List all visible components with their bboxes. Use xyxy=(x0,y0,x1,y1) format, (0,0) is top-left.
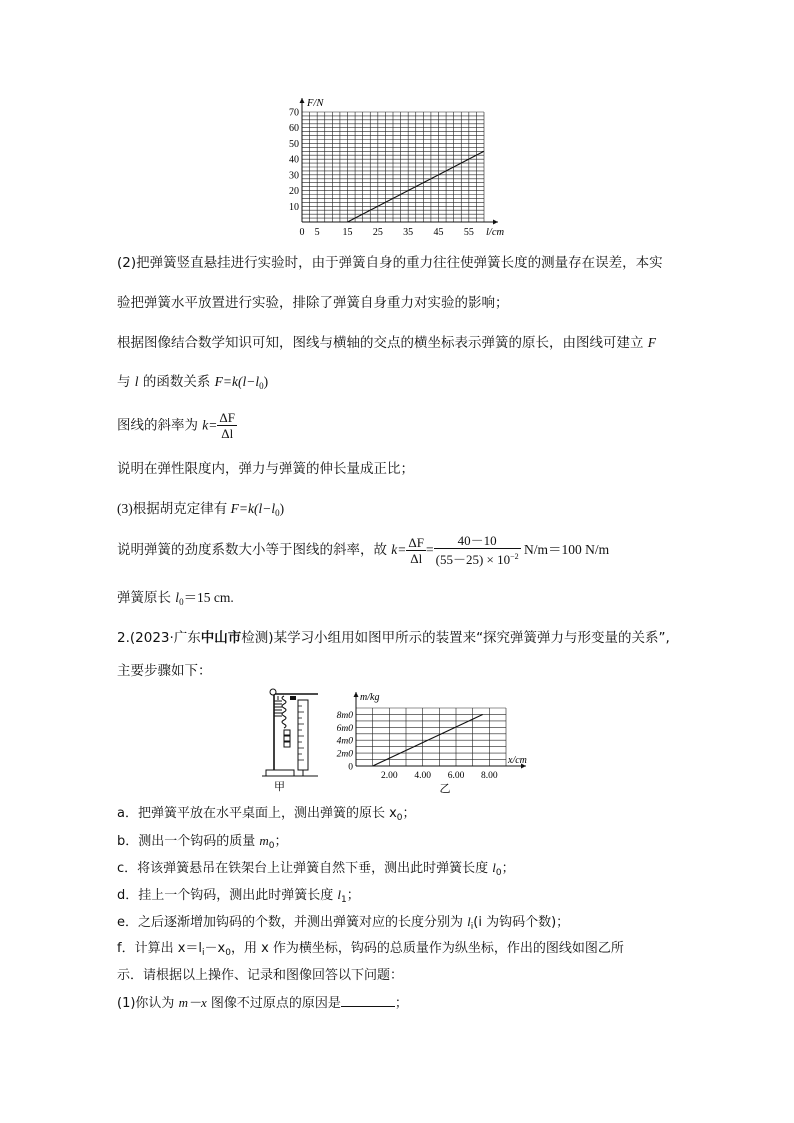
x-tick-label: 35 xyxy=(403,227,414,238)
figure-jia-caption: 甲 xyxy=(274,781,285,792)
para2-line1: (2)把弹簧竖直悬挂进行实验时，由于弹簧自身的重力往往使弹簧长度的测量存在误差，本实 xyxy=(117,255,663,271)
chart-mass-extension xyxy=(332,686,532,796)
y-axis-arrow xyxy=(300,98,305,103)
y-tick-label: 10 xyxy=(289,201,299,213)
chart-force-length xyxy=(280,92,520,242)
question2-line1: 2.(2023·广东中山市检测)某学习小组用如图甲所示的装置来“探究弹簧弹力与形变量的关系”, xyxy=(117,630,670,646)
y-tick-label: 30 xyxy=(289,170,299,182)
step-d: d．挂上一个钩码，测出此时弹簧长度 $l_1$； xyxy=(117,887,360,905)
x-axis-label: l/cm xyxy=(486,227,505,238)
x-tick-label: 0 xyxy=(299,227,305,238)
y-tick-label: 70 xyxy=(289,107,299,119)
x-tick-label: 6.00 xyxy=(447,771,465,781)
y-tick-label: 2m0 xyxy=(336,749,353,760)
question-1: (1)你认为 m－x 图像不过原点的原因是 ； xyxy=(117,995,408,1011)
para3-line2: 与 l 的函数关系 $F=k(l-l_0)$ xyxy=(117,374,269,391)
y-tick-label: 60 xyxy=(289,123,299,135)
step-f-line2: 示．请根据以上操作、记录和图像回答以下问题： xyxy=(117,968,404,983)
step-e: e．之后逐渐增加钩码的个数，并测出弹簧对应的长度分别为 $l_i(i$ 为钩码个数)； xyxy=(117,914,570,932)
x-axis-label: x/cm xyxy=(508,755,527,766)
y-axis-label: m/kg xyxy=(360,692,380,703)
orig-length-line: 弹簧原长 $l_0=15$ cm. xyxy=(117,590,234,607)
hooke-line: (3)根据胡克定律有 $F=k(l-l_0)$ xyxy=(117,501,285,518)
figure-yi-caption: 乙 xyxy=(439,783,451,795)
x-tick-label: 2.00 xyxy=(381,771,398,781)
y-tick-label: 8m0 xyxy=(336,710,353,721)
y-axis-label: F/N xyxy=(307,98,324,109)
x-tick-label: 4.00 xyxy=(414,771,431,781)
x-tick-label: 25 xyxy=(372,227,383,238)
x-tick-label: 55 xyxy=(463,227,474,238)
step-a: a．把弹簧平放在水平桌面上，测出弹簧的原长 $x_0$； xyxy=(117,806,416,823)
step-b: b．测出一个钩码的质量 $m_0$； xyxy=(117,833,288,851)
step-f-line1: f．计算出 $x=l_i-x_0$，用 x 作为横坐标，钩码的总质量作为纵坐标，作出的图线如图乙所 xyxy=(117,941,624,958)
step-c: c．将该弹簧悬吊在铁架台上让弹簧自然下垂，测出此时弹簧长度 $l_0$； xyxy=(117,860,515,878)
y-axis-arrow xyxy=(354,692,359,697)
para2-line2: 验把弹簧水平放置进行实验，排除了弹簧自身重力对实验的影响； xyxy=(117,295,509,311)
slope-fraction: $\frac{\Delta F}{\Delta l}$ xyxy=(219,410,235,441)
answer-blank[interactable] xyxy=(341,994,395,1007)
slope-line: 图线的斜率为 k= $\frac{\Delta F}{\Delta l}$ xyxy=(117,410,235,441)
y-tick-label: 4m0 xyxy=(336,736,353,747)
y-tick-label: 0 xyxy=(348,762,353,773)
x-tick-label: 5 xyxy=(314,227,320,238)
apparatus-figure xyxy=(260,686,330,792)
y-tick-label: 50 xyxy=(289,138,299,150)
x-tick-label: 45 xyxy=(433,227,444,238)
x-tick-label: 8.00 xyxy=(481,771,498,781)
y-tick-label: 20 xyxy=(289,186,299,198)
proportional-line: 说明在弹性限度内，弹力与弹簧的伸长量成正比； xyxy=(117,461,414,477)
y-tick-label: 40 xyxy=(289,154,299,166)
stiffness-line: 说明弹簧的劲度系数大小等于图线的斜率，故 k= $\frac{\Delta F}{\Delta l}$ = $\frac{40-10}{(55-25) \times 10^{-2}}$ N/m＝100 N/m xyxy=(117,533,610,567)
x-axis-arrow xyxy=(493,220,498,225)
x-tick-label: 15 xyxy=(342,227,353,238)
y-tick-label: 6m0 xyxy=(336,723,353,734)
question2-line2: 主要步骤如下： xyxy=(117,663,212,679)
para3-line1: 根据图像结合数学知识可知，图线与横轴的交点的横坐标表示弹簧的原长，由图线可建立 F xyxy=(117,335,657,351)
